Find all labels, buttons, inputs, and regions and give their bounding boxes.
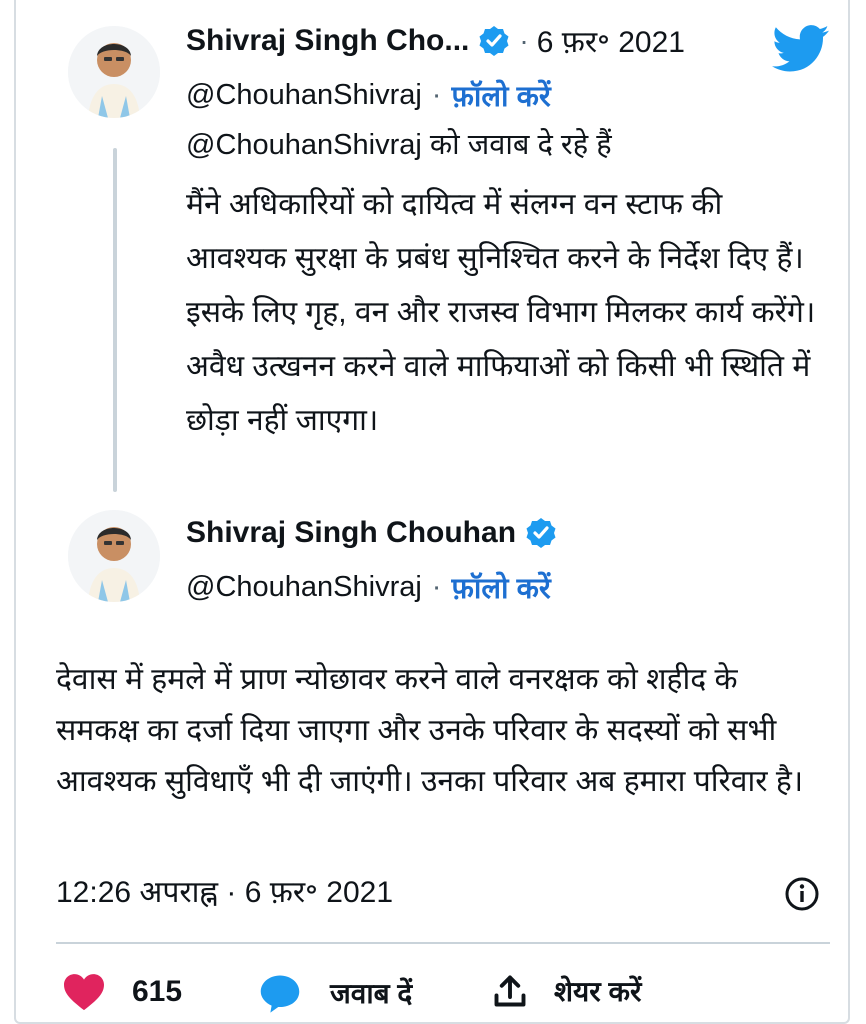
reply-bubble-icon: [258, 972, 302, 1014]
like-count: 615: [132, 975, 183, 1008]
main-tweet-header: [186, 516, 558, 550]
heart-icon: [62, 972, 106, 1012]
tweet-date[interactable]: 6 फ़र॰ 2021: [536, 26, 685, 59]
avatar[interactable]: [68, 510, 160, 602]
share-icon: [492, 973, 528, 1009]
divider: [56, 942, 830, 944]
avatar[interactable]: [68, 26, 160, 118]
share-button[interactable]: [492, 972, 641, 1010]
parent-tweet-header: [186, 20, 685, 61]
author-handle[interactable]: @ChouhanShivraj: [186, 79, 422, 111]
tweet-timestamp[interactable]: 12:26 अपराह्न · 6 फ़र॰ 2021: [56, 876, 394, 909]
verified-badge-icon: [524, 516, 558, 550]
separator-dot: ·: [431, 79, 442, 111]
reply-button[interactable]: [258, 972, 412, 1014]
author-name[interactable]: Shivraj Singh Cho...: [186, 23, 470, 57]
replying-to-label[interactable]: @ChouhanShivraj को जवाब दे रहे हैं: [186, 129, 612, 161]
main-tweet-text: देवास में हमले में प्राण न्योछावर करने वाले वनरक्षक को शहीद के समकक्ष का दर्जा दिया जाएगा और उनके परिवार के सदस्यों को सभी आवश्यक सुविधाएँ भी दी जाएंगी। उनका परिवार अब हमारा परिवार है।: [56, 663, 804, 798]
author-name[interactable]: Shivraj Singh Chouhan: [186, 516, 517, 549]
thread-connector-line: [113, 148, 117, 492]
author-handle[interactable]: @ChouhanShivraj: [186, 571, 422, 603]
separator-dot: ·: [431, 571, 442, 603]
parent-tweet-text: मैंने अधिकारियों को दायित्व में संलग्न वन स्टाफ की आवश्यक सुरक्षा के प्रबंध सुनिश्चित करने के निर्देश दिए हैं। इसके लिए गृह, वन और राजस्व विभाग मिलकर कार्य करेंगे। अवैध उत्खनन करने वाले माफियाओं को किसी भी स्थिति में छोड़ा नहीं जाएगा।: [186, 188, 816, 437]
follow-button[interactable]: फ़ॉलो करें: [451, 573, 551, 605]
action-bar: [56, 962, 836, 1022]
like-button[interactable]: [62, 972, 182, 1012]
main-handle-row: [186, 568, 551, 607]
reply-label: जवाब दें: [330, 978, 413, 1009]
share-label: शेयर करें: [554, 976, 642, 1007]
twitter-logo-icon[interactable]: [772, 24, 830, 74]
follow-button[interactable]: फ़ॉलो करें: [451, 81, 551, 113]
parent-handle-row: [186, 76, 551, 115]
separator-dot: ·: [519, 24, 529, 56]
info-icon[interactable]: [784, 876, 820, 912]
verified-badge-icon: [477, 24, 511, 58]
